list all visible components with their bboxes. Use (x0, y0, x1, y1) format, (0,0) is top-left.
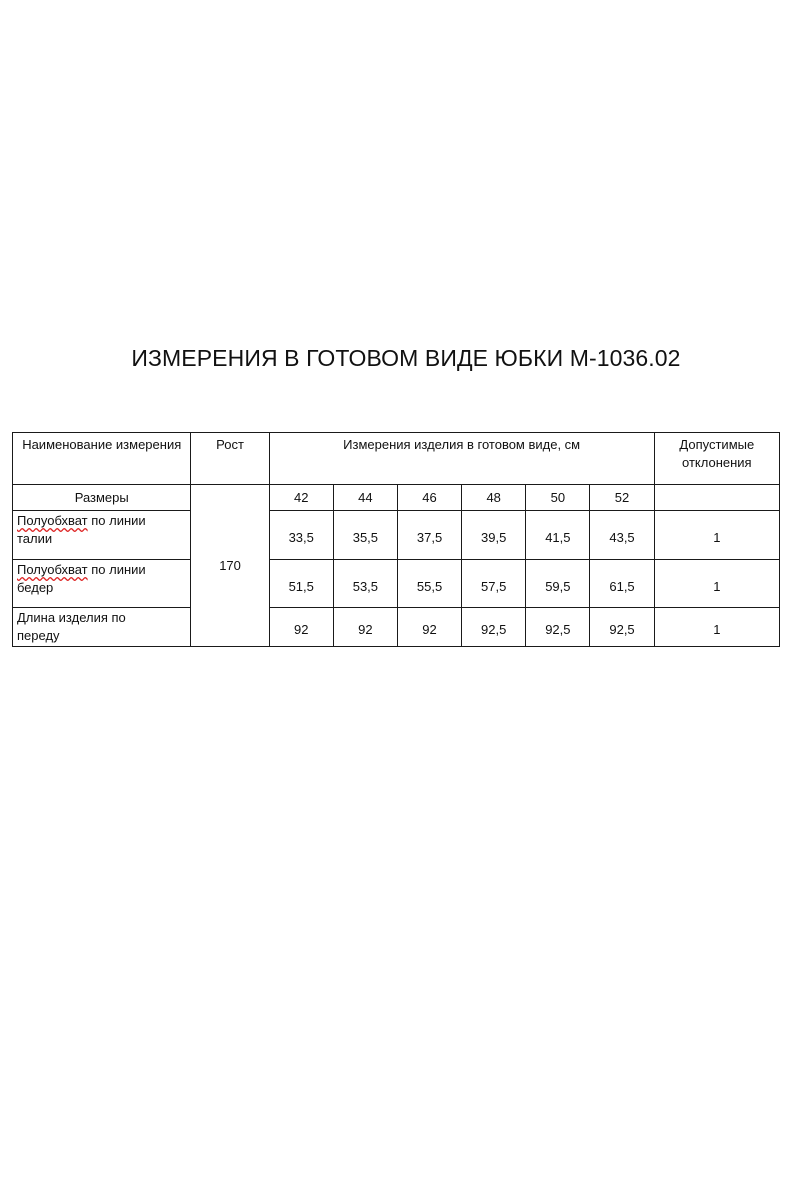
size-cell: 48 (462, 485, 526, 511)
table-row (13, 560, 780, 608)
value-cell: 51,5 (269, 560, 333, 608)
row-name: Полуобхват по линии талии (13, 511, 191, 560)
tolerance-cell: 1 (654, 608, 779, 647)
value-cell: 92 (269, 608, 333, 647)
value-cell: 92,5 (462, 608, 526, 647)
value-cell: 43,5 (590, 511, 654, 560)
value-cell: 92 (333, 608, 397, 647)
tolerance-cell: 1 (654, 511, 779, 560)
size-cell: 46 (397, 485, 461, 511)
row-name: Длина изделия по переду (13, 608, 191, 647)
value-cell: 55,5 (397, 560, 461, 608)
value-cell: 57,5 (462, 560, 526, 608)
sizes-label: Размеры (13, 485, 191, 511)
value-cell: 53,5 (333, 560, 397, 608)
table-header-row (13, 433, 780, 485)
value-cell: 92 (397, 608, 461, 647)
value-cell: 39,5 (462, 511, 526, 560)
table-row (13, 608, 780, 647)
value-cell: 92,5 (590, 608, 654, 647)
empty-tolerance-cell (654, 485, 779, 511)
size-cell: 52 (590, 485, 654, 511)
value-cell: 33,5 (269, 511, 333, 560)
header-tolerance: Допустимые отклонения (654, 433, 779, 485)
size-cell: 42 (269, 485, 333, 511)
measurements-table (12, 432, 780, 647)
table-row (13, 511, 780, 560)
tolerance-cell: 1 (654, 560, 779, 608)
page-title: ИЗМЕРЕНИЯ В ГОТОВОМ ВИДЕ ЮБКИ М-1036.02 (131, 345, 681, 371)
size-cell: 44 (333, 485, 397, 511)
size-cell: 50 (526, 485, 590, 511)
value-cell: 61,5 (590, 560, 654, 608)
value-cell: 41,5 (526, 511, 590, 560)
row-name: Полуобхват по линии бедер (13, 560, 191, 608)
value-cell: 92,5 (526, 608, 590, 647)
header-measurements: Измерения изделия в готовом виде, см (269, 433, 654, 485)
sizes-row (13, 485, 780, 511)
header-rost: Рост (191, 433, 269, 485)
value-cell: 35,5 (333, 511, 397, 560)
height-value: 170 (191, 485, 269, 647)
value-cell: 37,5 (397, 511, 461, 560)
header-name: Наименование измерения (13, 433, 191, 485)
value-cell: 59,5 (526, 560, 590, 608)
